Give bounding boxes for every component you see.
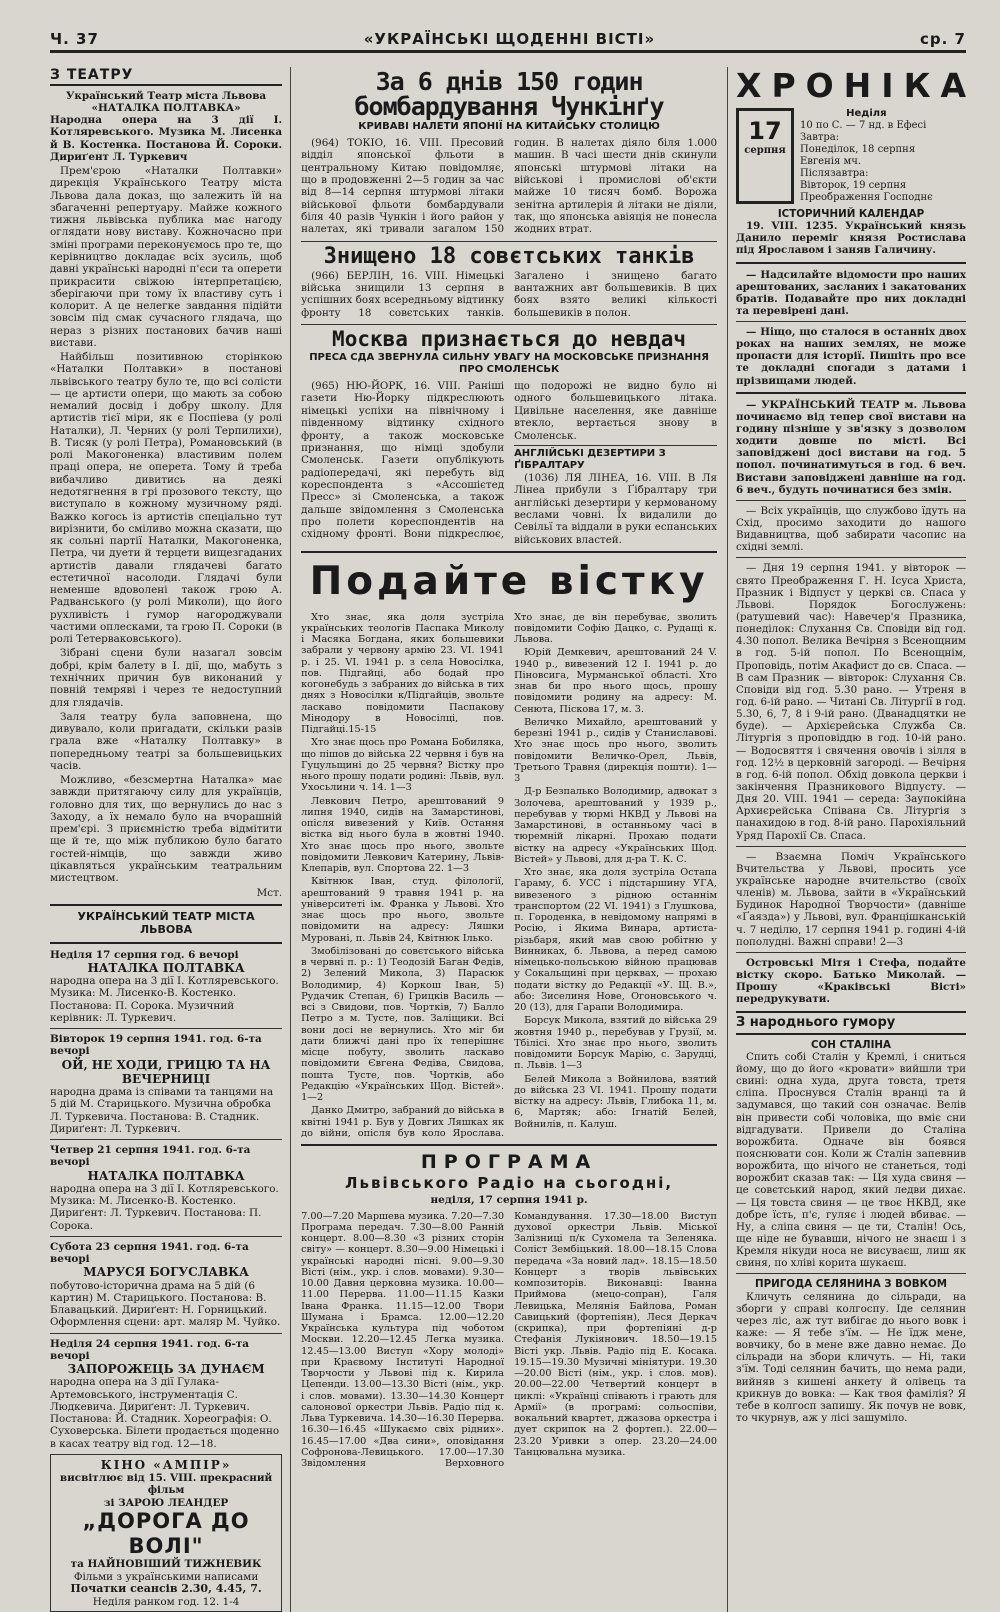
radio-program-text: 7.00—7.20 Маршева музика. 7.20—7.30 Програма передач. 7.30—8.00 Ранній концерт. 8.00—8.30 «З різних сторін світу» — концерт. 8.30—9.00 Німецькі і українські народні пісні. 9.00—9.30 Вісті (нім., укр. і слов. мовами). 9.30—10.00 Давня церковна музика. 10.00—11.00 Перерва. 11.00—11.15 Казки Івана Франка. 11.15—12.00 Твори Шумана і Брамса. 12.00—12.20 Українська культура під чоботом Москви. 12.20—12.45 Легка музика. 12.45—13.00 Виступ «Хору молоді» при Краєвому Інституті Народної Творчости у Львові під к. Кирила Цепенди. 13.00—13.30 Вісті (нім., укр. і слов. мовами). 13.30—14.30 Концерт салонової оркестри Львів. Радіо під к. Льва Туркевича. 14.30—16.30 Перерва. 16.30—16.45 «Шукаємо свіх рідних». 16.45—17.00 «Два сини», оповідання Софронова-Левицького. 17.00—17.30 Звідомлення Верховного Командування. 17.30—18.00 Виступ духової оркестри Львів. Міської Залізниці п/к Сухомела та Зеленяка. Соліст Зембіцький. 18.00—18.15 Слова передача «За новий лад». 18.15—18.50 Концерт з творів львівських композиторів. Виконавці: Іванна Приймова (мецо-сопран), Галя Левицька, Мелянія Байлова, Роман Савицький (фортепіян), Леся Деркач (скрипка), при фортепіяні д-р Стефанія Лукіянович. 18.50—19.15 Вісті укр. Львів. Радіо під Е. Косака. 19.15—19.30 Музичні мініятури. 19.30—20.00 Вісті (нім., укр. і слов. мов). 20.00—22.00 Четвертий концерт в циклі: «Українці співають і грають для Армії» (в програмі: сольоспіви, вокальний квартет, джазова оркестра і дует скрипок на 2 фортеп.). 22.00—23.20 Уривки з опер. 23.20—24.00 Танцювальна музика. — [301, 1210, 717, 1470]
cinema-ad — [50, 1454, 282, 1612]
cinema-line: зі ЗАРОЮ ЛЕАНДЕР — [103, 1496, 229, 1509]
show-desc: народна опера на 3 дії І. Котляревського. Музика: М. Лисенко-В. Костенко. Постанова: П. Сорока. Музичний керівник: Л. Туркевич. — [50, 975, 279, 1024]
newspaper-title: «УКРАЇНСЬКІ ЩОДЕННІ ВІСТІ» — [363, 30, 656, 48]
chronicle-item: Островські Мітя і Стефа, подайте вістку скоро. Батько Миколай. — Прошу «Краківські Вісті» передрукувати. — [736, 956, 966, 1006]
day-info — [800, 108, 933, 204]
calendar-month: серпня — [744, 145, 786, 157]
notice: Данко Дмитро, забраний до війська в квітні 1941 р. Був у Довгих Ляшках як до війни, опісля був коло Ярослава. Хто знає, де він перебуває, зволить повідомити Софію Дацко, с. Рудащі к. Львова. — [301, 611, 717, 1139]
show-title: ОЙ, НЕ ХОДИ, ГРИЦЮ ТА НА ВЕЧЕРНИЦІ — [61, 1057, 271, 1086]
cinema-mark: 1-4 — [222, 1595, 240, 1608]
notice: Белей Микола з Войнилова, взятий до війська 23 VI. 1941. Прошу подати вістку на адресу: Львів, Глибока 11, м. 6, Мартяк; або: Ігнатій Белей, Войнилів, п. Калуш. — [514, 1073, 717, 1130]
radio-program-date: неділя, 17 серпня 1941 р. — [430, 1194, 588, 1206]
show-desc: побутово-історична драма на 5 дій (6 картин) М. Старицького. Постанова: В. Блавацький. Дириґент: Н. Горницький. Оформлення сцени: арт. маляр М. Чуйко. — [50, 1279, 281, 1329]
review-paragraph: Прем'єрою «Наталки Полтавки» дирекція Українського Театру міста Львова дала доказ, що залежить їй на збагаченні репертуару. Майже кожного тижня львівська публика має нагоду оглядати нову виставу. Кожночасно при зміні програми переконуємось про те, що керівництво докладає всіх зусиль, щоб давні українські народні п'єси та оперети прикрасити свіжою інтерпретацією, зберігаючи при тому їх властиву суть і колорит. А це нелегке завдання підійти зовсім під смак сучасного глядача, що нераз з різних постанових бачив наші вистави. — [50, 165, 283, 349]
date-block — [736, 108, 966, 204]
masthead — [50, 30, 966, 53]
show-when: Четвер 21 серпня 1941. год. 6-та вечорі — [50, 1144, 251, 1169]
article-text: (964) ТОКІО, 16. VIII. Пресовий відділ японської фльоти в центральному Китаю повідомляє, що в продовженні 2—5 годин за час від 8—14 серпня штурмові літаки військової фльоти бомбардували біля 40 разів Чункін і його район у налетах, які тривали загалом 150 годин. В налетах діяло біля 1.000 машин. В часі шести днів скинули японські штурмові літаки на військові і промислові об'єкти майже 10 тисяч бомб. Ворожа зенітна артилерія й літаки не діяли, так, що японська авіяція не понесла жодних втрат. — [301, 137, 717, 236]
chronicle-item: — Дня 19 серпня 1941. у вівторок — свято Преображення Г. Н. Ісуса Христа, Празник і Відпуст у церкві св. Спаса у Львові. Порядок Богослужень: (ратушевий час): Навечер'я Празника, понеділок: Слухання Св. Сповіди від год. 4.30 попол. Велика Вечірня з Всенощним в год. 5-ій попол. По Всенощнім, Проповідь, потім Акафист до св. Спаса. — В сам Празник — вівторок: Слухання Св. Сповіди від год. 5.30 рано. — Утреня в год. 6-ій рано. — Читані Св. Літургії в год. 5.30, 6, 7, 8 і 9-ій рано. (Дванадцятки не буде). — Архієрейська Служба Св. Літургія з проповіддю в год. 10-ій рано. — Водосвяття і свячення овочів і зілля в год. 12½ в церковній загороді. — Вечірня в год. 6-ій попол. Обхід довкола церкви і закінчення Празникового Відпусту. — Дня 20. VIII. 1941 — середа: Заупокійна Архиєрейська Співана Св. Літургія з панахидою в год. 8-ій рано. Парохіяльний Уряд Парохії Св. Спаса. — [736, 562, 966, 842]
cinema-sunday: Неділя ранком год. 12. — [92, 1595, 220, 1608]
notice: Величко Михайло, арештований у березні 1941 р., сидів у Станиславові. Хто знає щось про нього, зволить повідомити Величко-Орел, Львів, Третього Травня (дирекція пошти). 1—3 — [514, 716, 717, 785]
review-paragraph: Можливо, «безсмертна Наталка» має завжди притягаючу силу для українців, головно для тих, що вернулись до нас з Заходу, а їх немало було на вчорашній прем'єрі. З приємністю треба відмітити ще й те, що між публикою було багато гостей-німців, що завжди живо цікавляться українським театральним мистецтвом. — [50, 774, 283, 885]
review-play-title: «НАТАЛКА ПОЛТАВКА» — [91, 101, 241, 114]
show-when: Вівторок 19 серпня 1941. год. 6-та вечорі — [50, 1033, 262, 1058]
notice: Борсук Микола, взятий до війська 29 жовтня 1940 р., перебував у Грузії, м. Тбілісі. Хто знає про нього, зволить повідомити Борсук Марію, с. Зарудці, п. Львів. 1—3 — [514, 1015, 717, 1072]
notices-headline: Подайте вістку — [309, 558, 709, 604]
chronicle-item: — Надсилайте відомости про наших арештованих, засланих і закатованих братів. Подавайте про них докладні та перевірені дані. — [736, 268, 966, 317]
notice: Левкович Петро, арештований 9 липня 1940, сидів на Замарстинові, опісля вивезений у Київ. Остання вістка від нього була в жовтні 1940. Хто знає щось про нього, звольте повідомити Левкович Катерину, Львів-Клепарів, вул. Спортова 22. 1—3 — [301, 795, 505, 875]
notice: Хто знає, яка доля зустріла Остапа Гараму, б. УСС і підстаршину УГА, вивезеного з рідною останнім транспортом (22 VI. 1941) з Глушкова, п. Городенка, в невідомому напрямі в Росію, і Якима Винара, артиста-різьбаря, який мав свою робітню у Винниках, б. Львова, а перед самою німецько-польською війною працював у Сокальщині при церквах, — прохаю подати вістку до Редакції «У. Щ. В.», або: Зиселиня Нове, Огоновського ч. 20 (13), для Гарапи Володимира. — [514, 867, 717, 1014]
notice: Д-р Безпалько Володимир, адвокат з Золочева, арештований у 1939 р., перебував у тюрмі НКВД у Львові на Замарстинові, в останньому часі в тюремній лікарні. Прохаю подати вістку на адресу «Українських Щод. Вістей» у Львові, для д-ра Т. К. С. — [514, 786, 717, 865]
notice: Хто знає щось про Романа Бобиляка, що пішов до війська 22 червня і був на Гуцульщині до 25 червня? Вістку про нього прошу подати родині: Львів, вул. Ухосьлини ч. 14. 1—3 — [301, 737, 505, 794]
chronicle-item: — Всіх українців, що службово їдуть на Схід, просимо заходити до нашого Видавництва, щоб забирати часопис на східні землі. — [736, 504, 966, 554]
notice: Хто знає, яка доля зустріла українських теологів Паспака Миколу і Масяка Богдана, яких большевики забрали у червону армію 23. VI. 1941 р. і 25. VI. 1941 р. з села Новосілка, пов. Підгайці, або бодай про когонебудь з забраних до війська в тих днях з Новосілки к/Підгайців, звольте ласкаво повідомити Паспакову Мінодору в Новосілці, пов. Підгайці.15-15 — [301, 611, 505, 736]
day-line: Евгенія мч. — [800, 155, 862, 167]
cinema-name: КІНО «АМПІР» — [100, 1457, 232, 1472]
historical-calendar-head: ІСТОРИЧНИЙ КАЛЕНДАР — [777, 207, 925, 220]
subhead-moscow: ПРЕСА СДА ЗВЕРНУЛА СИЛЬНУ УВАГУ НА МОСКОВСЬКЕ ПРИЗНАННЯ ПРО СМОЛЕНСЬК — [309, 352, 709, 376]
day-line: Преображення Господнє — [800, 191, 933, 203]
article-text: (965) НЮ-ЙОРК, 16. VIII. Раніші газети Ню-Йорку підкреслюють німецькі успіхи на північному і південному відтинку східного фронту, а також московське признання, що німці здобули Смоленськ. Газети опублікують радіопередачі, які перебуть від кореспондента з «Ассошієтед Пресс» зі Смоленська, а також дальше звідомлення з Смоленська про полети кореспондентів на східному фронті. Вони підкреслює, що подорожі не видно було ні одного большевицького літака. Цивільне населення, яке давніше втекло, вертається знову в Смоленськ. — [301, 380, 717, 541]
show-when: Неділя 17 серпня год. 6 вечорі — [50, 948, 239, 961]
article-chungking — [301, 137, 717, 237]
notices-body — [301, 612, 717, 1140]
article-text: (966) БЕРЛІН, 16. VIII. Німецькі війська знищили 13 серпня в успішних боях всередньому відтинку фронту 18 совєтських танків. Загалено і знищено багато вантажних авт большевиків. В цих боях взято великі кількості большевиків в полон. — [301, 269, 717, 319]
show-title: НАТАЛКА ПОЛТАВКА — [87, 1168, 245, 1183]
cinema-line — [54, 1596, 278, 1608]
notice: Квітнюк Іван, студ. філології, арештований 9 травня 1941 р. на університеті ім. Франка у Львові. Хто знає щось про нього, звольте повідомити на адресу: Ляшки Муровані, п. Львів 24, Квітнюк Ілько. — [301, 876, 505, 944]
show-entry — [50, 1033, 282, 1135]
show-when: Неділя 24 серпня 1941. год. 6-та вечорі — [50, 1337, 250, 1362]
day-line: Завтра: — [800, 131, 840, 143]
weekday: Неділя — [846, 107, 887, 119]
review-intro: Український Театр міста Львова — [65, 89, 267, 102]
day-line: Післязавтра: — [800, 167, 869, 179]
show-title: ЗАПОРОЖЕЦЬ ЗА ДУНАЄМ — [67, 1362, 265, 1377]
left-column — [50, 67, 291, 1612]
humor-story-text: Спить собі Сталін у Кремлі, і сниться йому, що до його «кровати» вийшли три свині: одна худа, друга товста, третя сліпа. Проснувся Сталін вранці та й задумався, що такий сон означає. Велів він привести собі чоловіка, що вміє сни відгадувати. Привели до Сталіна ворожбита. Одначе він боявся пояснювати сон. Коли ж Сталін запевнив ворожбита, що нічого не станеться, тоді ворожбит сказав так: — Ця худа свиня — це совєтський народ, який ледви дихає. — Ця товста свиня — це твоє НКВД, яке добре їсть, п'є, гуляє і людей вбиває. — Ну, а сліпа свиня — це ти, Сталін! Ось, ще ніде не бувавши, нічого не знаєш і з Кремля нікуди носа не висуваєш, лиш як свиня, по хліві корита шукаєш. — [736, 1050, 966, 1270]
radio-program-body — [301, 1211, 717, 1470]
review-paragraph: Найбільш позитивною сторінкою «Наталки Полтавки» в постанові львівського театру було те, що всі солісти — це артисти опери, що мають за собою немалий досвід і добру школу. Для артистів тієї міри, як є Поспіева (у ролі Наталки), Л. Черних (у ролі Терпилихи), В. Тисяк (у ролі Петра), Романовський (в ролі Макогоненка) властивим полем праці опера, не оперета. Тому й треба вибачливо дивитись на деякі недотягнення в грі прозового тексту, що виступало в кожному музичному ряді. Важко когось із артистів спеціально тут вирізнити, бо сміливо можна сказати, що як сольні партії Наталки, Макогоненка, Петра, чи дуети й терцети вищезгаданих артистів давали глядачеві багато естетичної насолоди. Глядачі були неменше вдоволені також грою А. Радванського (у ролі Миколи), що його рухливість і гумор нагороджували частими оплесками, та грою П. Сороки (в ролі Тетерваковського). — [50, 351, 283, 646]
theatre-listing-head: УКРАЇНСЬКИЙ ТЕАТР МІСТА ЛЬВОВА — [77, 909, 255, 936]
article-tanks — [301, 270, 717, 320]
chronicle-title: ХРОНІКА — [736, 66, 977, 105]
headline-chungking: За 6 днів 150 годин бомбардування Чункінґу — [354, 67, 664, 121]
middle-column — [301, 67, 717, 1612]
cinema-times: Початки сеансів 2.30, 4.45, 7. — [70, 1581, 262, 1595]
show-when: Субота 23 серпня 1941. год. 6-та вечорі — [50, 1240, 249, 1266]
show-entry — [50, 1144, 282, 1232]
chronicle-item: — Взаємна Поміч Українського Вчительства у Львові, просить усе українське народне вчительство (своїх членів) м. Львова, зайти в «Український Будинок Народної Творчости» (давніше «Ґаязда») у Львові, вул. Францішканській ч. 7 неділю, 17 серпня 1941 р. годині 4-ій пополудні. Важні справи! 2—3 — [736, 850, 966, 948]
day-line: Понеділок, 18 серпня — [800, 143, 916, 155]
calendar-day: 17 — [748, 116, 782, 145]
article-moscow — [301, 380, 717, 546]
cinema-line: висвітлює від 15. VIII. прекрасний фільм — [59, 1472, 273, 1497]
review-body — [50, 114, 282, 884]
humor-story-title: ПРИГОДА СЕЛЯНИНА З ВОВКОМ — [754, 1278, 948, 1291]
calendar-box — [736, 108, 794, 204]
show-desc: народна драма із співами та танцями на 5 дій М. Старицького. Музична обробка Л. Туркевича. Постанова: В. Стадник. Дириґент: Л. Туркевич. — [50, 1086, 274, 1135]
humor-section-title: З народнього гумору — [736, 1011, 966, 1034]
day-line: Вівторок, 19 серпня — [800, 179, 907, 191]
film-title: „ДОРОГА ДО ВОЛІ" — [82, 1508, 250, 1558]
humor-story-title: СОН СТАЛІНА — [810, 1038, 892, 1051]
cinema-line: та НАЙНОВІШИЙ ТИЖНЕВИК — [70, 1558, 262, 1571]
radio-program-title: ПРОГРАМА — [420, 1151, 598, 1174]
show-title: НАТАЛКА ПОЛТАВКА — [87, 960, 245, 975]
review-paragraph: Заля театру була заповнена, що дивувало, коли пригадати, скільки разів грала вже «Наталку Полтавку» в попередньому театрі за большевицьких часів. — [50, 710, 283, 772]
show-desc: народна опера на 3 дії І. Котляревського. Музика: М. Лисенко-В. Костенко. Дириґент: Л. Туркевич. Постанова: П. Сорока. — [50, 1182, 279, 1232]
article-text: (1036) ЛЯ ЛІНЕА, 16. VIII. В Ля Лінеа прибули з Ґібралтару три англійські дезертири у кермованому веслами човні. Їх видалили до Севільї та віддали в руки еспанських військових властей. — [514, 471, 717, 546]
show-entry — [50, 949, 282, 1024]
review-paragraph: Зібрані сцени були назагал зовсім добрі, крім балету в І. дії, що, мабуть з технічних причин був виконаний у повній темряві і через те недоступний для глядачів. — [50, 647, 283, 709]
show-title: МАРУСЯ БОГУСЛАВКА — [83, 1265, 249, 1280]
notice: Юрій Демкевич, арештований 24 V. 1940 р., вивезений 12 I. 1941 р. до Піновсига, Мурманської області. Хто знав би про нього щось, прошу повідомити родину на адресу: М. Сенюта, Піскова 17, м. 3. — [514, 647, 717, 715]
chronicle-item: — УКРАЇНСЬКИЙ ТЕАТР м. Львова починаємо від тепер свої вистави на годину пізніше у зв'язку з дозволом ходити довше по місті. Всі заповіджені досі вистави на год. 5 попол. починатимуться в год. 6 веч. Вистави заповіджені давніше на год. 6 веч., будуть починатися без змін. — [736, 398, 966, 496]
historical-calendar-text: 19. VIII. 1235. Український князь Данило переміг князя Ростислава під Ярославом і заняв Галичину. — [736, 220, 966, 257]
humor-story-text: Кличуть селянина до сільради, на зборги у справі колгоспу. Іде селянин через ліс, аж тут вибігає до нього вовк і каже: — Я тебе з'їм. — Не їдж мене, вовчику, бо в мене вже давно немає. До сільради на збори кличуть. — Ні, таки з'їм. Тоді селянин бачить, що нема ради, вийняв з кишені анкету й олівець та крикнув до вовка: — Как твоя фамілія? Я тебе в колгосп запишу. Як почув не вовк, то чкурнув, аж у лісі зашуміло. — [736, 1290, 966, 1424]
show-desc: народна опера на 3 дії Гулака-Артемовського, інструментація С. Людкевича. Дириґент: Л. Туркевич. Постанова: Й. Стадник. Хореографія: О. Суховерська. Білети продається щоденно в касах театру від год. 12—18. — [50, 1376, 280, 1450]
day-line: 10 по С. — 7 нд. в Ефесі — [800, 119, 927, 131]
cinema-line: Фільми з українськими написами — [73, 1570, 259, 1583]
review-signature: Мст. — [256, 886, 283, 899]
review-paragraph: Народна опера на 3 дії І. Котляревського. Музика М. Лисенка й В. Костенка. Постанова Й. Сороки. Дириґент Л. Туркевич — [50, 114, 283, 163]
radio-program-subtitle: Львівського Радіо на сьогодні, — [345, 1174, 674, 1192]
notice: Змобілізовані до совєтського війська в червні п. р.: 1) Теодозій Баган Федів, 2) Зелений Микола, 3) Парасюк Володимир, 4) Коркош Іван, 5) Рудачик Степан, 6) Грицків Василь — всі з Свидови, пов. Чортків, 7) Балло Петро з м. Тусте, пов. Заліщики. Всі вони досі не вернулись. Хто міг би дати ближчі дані про їх теперішнє місце побуту, зволить ласкаво повідомити Євгена Федіва, Свидова, пошта Тусте, пов. Чортків, або Редакцію «Українських Щод. Вістей». 1—2 — [301, 945, 505, 1104]
page-number: ср. 7 — [919, 30, 966, 48]
headline-tanks: Знищено 18 совєтських танків — [323, 243, 695, 269]
headline-moscow: Москва признається до невдач — [332, 327, 687, 352]
show-entry — [50, 1241, 282, 1329]
issue-number: Ч. 37 — [50, 30, 99, 48]
chronicle-item: — Нiщо, що сталося в останніх двох роках на наших землях, не може пропасти для історії. Пишіть про все те докладні спогади з датами і прізвищами людей. — [736, 326, 966, 387]
headline-gibraltar: АНГЛІЙСЬКІ ДЕЗЕРТИРИ З ҐІБРАЛТАРУ — [514, 445, 717, 472]
show-entry — [50, 1338, 282, 1450]
right-column — [727, 66, 977, 1612]
theatre-section-title: З ТЕАТРУ — [50, 67, 282, 86]
subhead-chungking: КРИВАВІ НАЛЕТИ ЯПОНІЇ НА КИТАЙСЬКУ СТОЛИЦЮ — [358, 121, 660, 132]
